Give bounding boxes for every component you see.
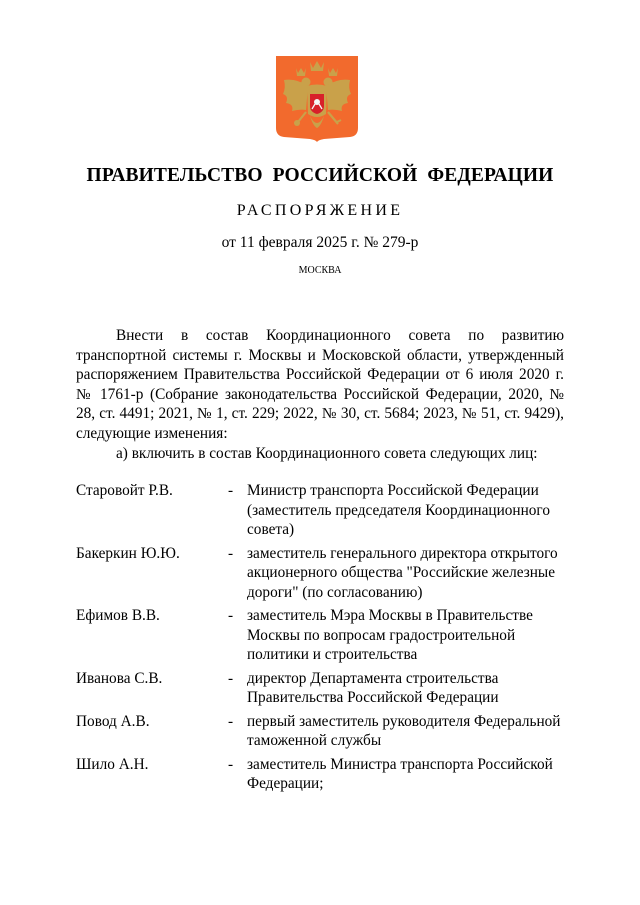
document-date-number: от 11 февраля 2025 г. № 279-р (221, 234, 419, 251)
russian-coat-of-arms-icon (276, 56, 358, 142)
member-dash: - (228, 607, 234, 624)
member-dash: - (228, 755, 234, 773)
member-name: Бакеркин Ю.Ю. (76, 544, 180, 562)
intro-paragraph: Внести в состав Координационного совета по развитию транспортной системы г. Москвы и Московской области, утвержденный распоряжением Правительства Российской Федерации от 6 июля 2020 г. № 1761-р (Собрание законодательства Российской Федерации, 2020, № 28, ст. 4491; 2021, № 1, ст. 229; 2022, № 30, ст. 5684; 2023, № 51, ст. 9429), следующие изменения: (76, 327, 564, 442)
document-type: РАСПОРЯЖЕНИЕ (236, 202, 404, 219)
member-name: Старовойт Р.В. (76, 482, 173, 499)
member-role: директор Департамента строительства Правительства Российской Федерации (247, 669, 499, 706)
member-name: Ефимов В.В. (76, 607, 160, 624)
member-row (76, 712, 566, 751)
member-role: заместитель Мэра Москвы в Правительстве Москвы по вопросам градостроительной политики и строительства (247, 607, 533, 663)
members-list (76, 481, 566, 798)
member-role: Министр транспорта Российской Федерации (заместитель председателя Координационного совета) (247, 482, 550, 538)
member-name: Повод А.В. (76, 712, 150, 730)
member-dash: - (228, 482, 234, 499)
member-role: заместитель генерального директора открытого акционерного общества "Российские железные дороги" (по согласованию) (247, 544, 558, 601)
member-dash: - (228, 544, 234, 562)
member-name: Иванова С.В. (76, 669, 163, 687)
member-role: первый заместитель руководителя Федеральной таможенной службы (247, 712, 561, 749)
member-role: заместитель Министра транспорта Российской Федерации; (247, 755, 553, 792)
document-city: МОСКВА (298, 265, 342, 276)
member-row (76, 544, 566, 603)
sub-item-a: а) включить в состав Координационного совета следующих лиц: (116, 445, 538, 462)
member-name: Шило А.Н. (76, 755, 149, 773)
member-row (76, 606, 566, 665)
member-dash: - (228, 669, 234, 687)
member-row (76, 669, 566, 708)
member-dash: - (228, 712, 234, 730)
member-row (76, 481, 566, 540)
member-row (76, 755, 566, 794)
government-title: ПРАВИТЕЛЬСТВО РОССИЙСКОЙ ФЕДЕРАЦИИ (86, 165, 554, 186)
